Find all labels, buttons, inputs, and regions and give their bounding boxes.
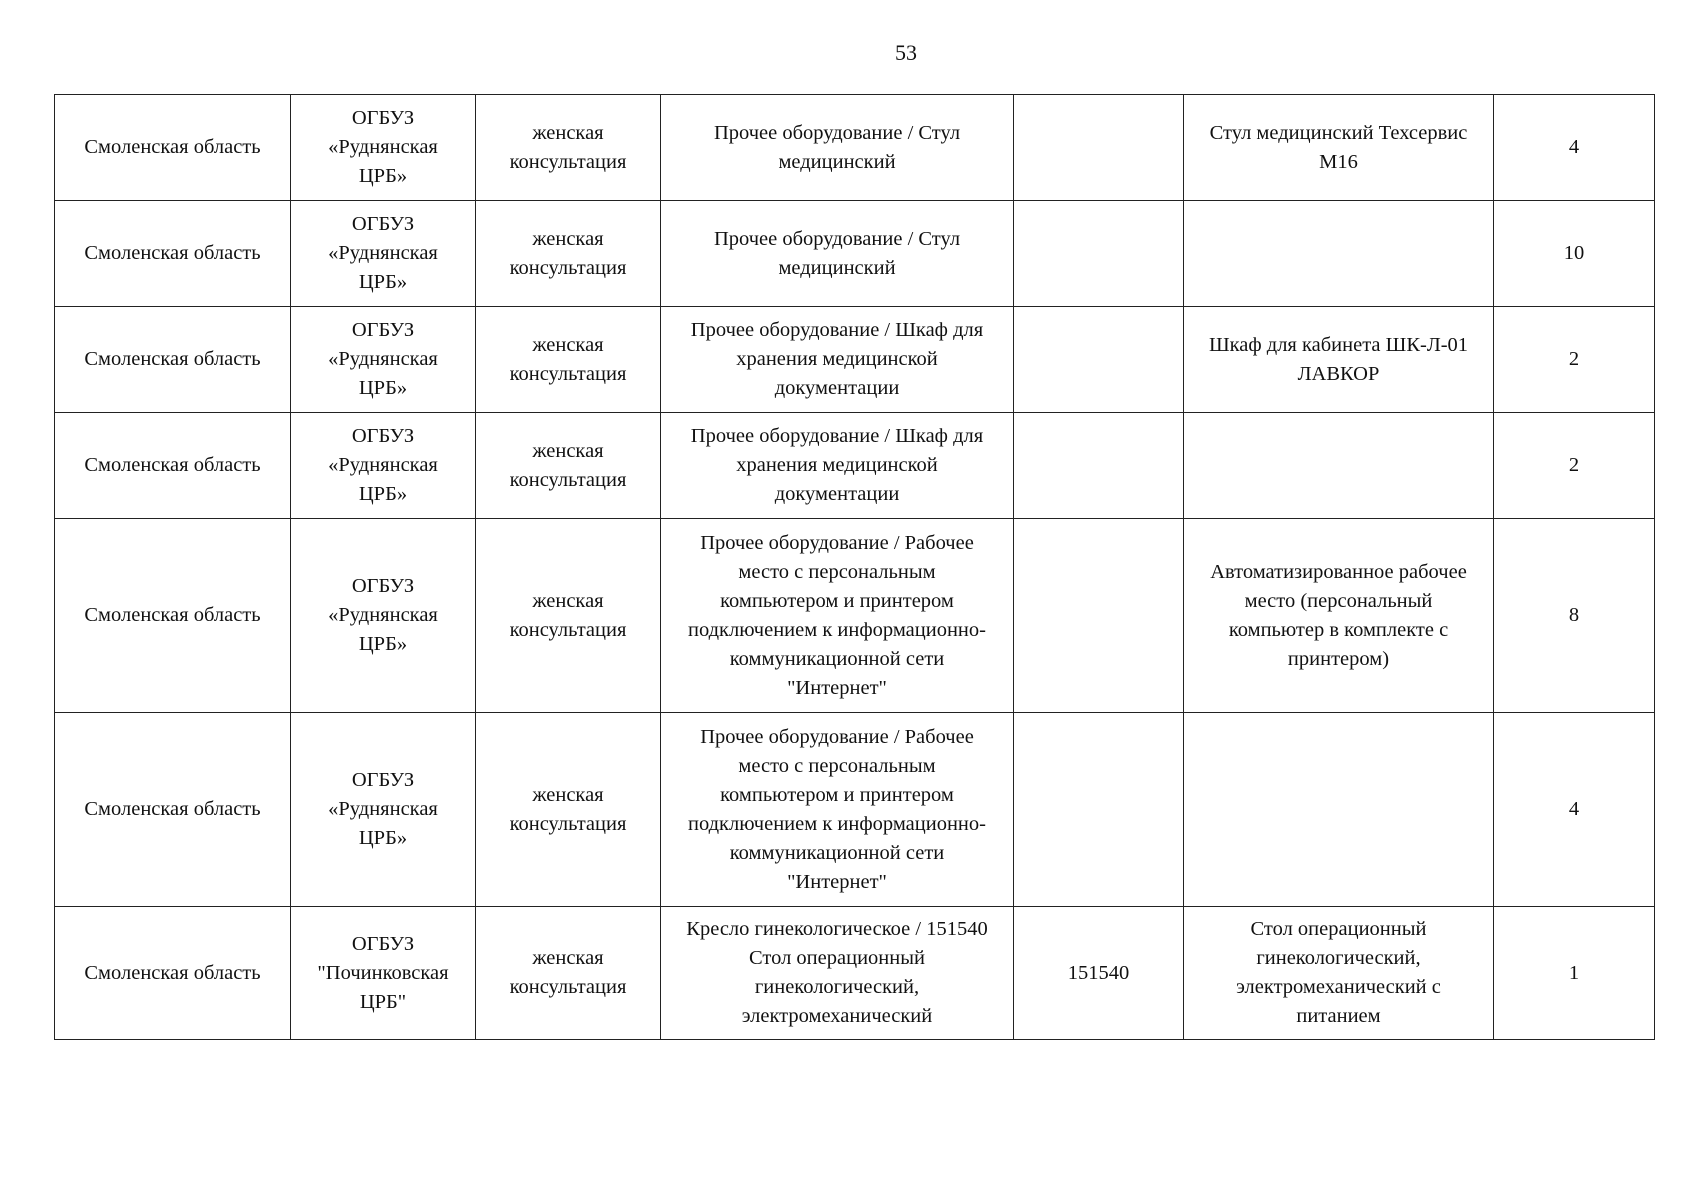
region-cell: Смоленская область [55, 907, 291, 1040]
equipment-cell: Прочее оборудование / Рабочее место с персональным компьютером и принтером подключением к информационно- коммуникационной сети "Интернет" [661, 519, 1014, 713]
code-cell [1014, 519, 1184, 713]
equipment-cell: Прочее оборудование / Рабочее место с персональным компьютером и принтером подключением к информационно- коммуникационной сети "Интернет" [661, 713, 1014, 907]
equipment-table [54, 94, 1655, 1040]
quantity-cell: 2 [1494, 307, 1655, 413]
model-cell: Автоматизированное рабочее место (персональный компьютер в комплекте с принтером) [1184, 519, 1494, 713]
page-number: 53 [895, 40, 917, 65]
quantity-cell: 4 [1494, 713, 1655, 907]
unit-cell: женская консультация [476, 907, 661, 1040]
unit-cell: женская консультация [476, 519, 661, 713]
org-cell: ОГБУЗ «Руднянская ЦРБ» [291, 95, 476, 201]
region-cell: Смоленская область [55, 307, 291, 413]
table-row [55, 413, 1655, 519]
code-cell [1014, 713, 1184, 907]
table-row [55, 907, 1655, 1040]
table-row [55, 201, 1655, 307]
org-cell: ОГБУЗ «Руднянская ЦРБ» [291, 413, 476, 519]
unit-cell: женская консультация [476, 95, 661, 201]
region-cell: Смоленская область [55, 519, 291, 713]
table-row [55, 519, 1655, 713]
model-cell: Стул медицинский Техсервис М16 [1184, 95, 1494, 201]
org-cell: ОГБУЗ «Руднянская ЦРБ» [291, 713, 476, 907]
unit-cell: женская консультация [476, 307, 661, 413]
code-cell [1014, 413, 1184, 519]
quantity-cell: 1 [1494, 907, 1655, 1040]
model-cell [1184, 201, 1494, 307]
code-cell [1014, 201, 1184, 307]
equipment-cell: Прочее оборудование / Стул медицинский [661, 201, 1014, 307]
equipment-cell: Прочее оборудование / Шкаф для хранения медицинской документации [661, 413, 1014, 519]
equipment-cell: Прочее оборудование / Шкаф для хранения медицинской документации [661, 307, 1014, 413]
table-row [55, 307, 1655, 413]
org-cell: ОГБУЗ «Руднянская ЦРБ» [291, 201, 476, 307]
region-cell: Смоленская область [55, 95, 291, 201]
equipment-cell: Кресло гинекологическое / 151540 Стол операционный гинекологический, электромеханический [661, 907, 1014, 1040]
table-row [55, 713, 1655, 907]
org-cell: ОГБУЗ «Руднянская ЦРБ» [291, 307, 476, 413]
region-cell: Смоленская область [55, 713, 291, 907]
model-cell [1184, 713, 1494, 907]
region-cell: Смоленская область [55, 201, 291, 307]
unit-cell: женская консультация [476, 413, 661, 519]
org-cell: ОГБУЗ «Руднянская ЦРБ» [291, 519, 476, 713]
unit-cell: женская консультация [476, 713, 661, 907]
model-cell [1184, 413, 1494, 519]
code-cell: 151540 [1014, 907, 1184, 1040]
quantity-cell: 8 [1494, 519, 1655, 713]
equipment-cell: Прочее оборудование / Стул медицинский [661, 95, 1014, 201]
model-cell: Стол операционный гинекологический, электромеханический с питанием [1184, 907, 1494, 1040]
code-cell [1014, 95, 1184, 201]
code-cell [1014, 307, 1184, 413]
model-cell: Шкаф для кабинета ШК-Л-01 ЛАВКОР [1184, 307, 1494, 413]
quantity-cell: 10 [1494, 201, 1655, 307]
org-cell: ОГБУЗ "Починковская ЦРБ" [291, 907, 476, 1040]
table-row [55, 95, 1655, 201]
quantity-cell: 4 [1494, 95, 1655, 201]
region-cell: Смоленская область [55, 413, 291, 519]
quantity-cell: 2 [1494, 413, 1655, 519]
unit-cell: женская консультация [476, 201, 661, 307]
